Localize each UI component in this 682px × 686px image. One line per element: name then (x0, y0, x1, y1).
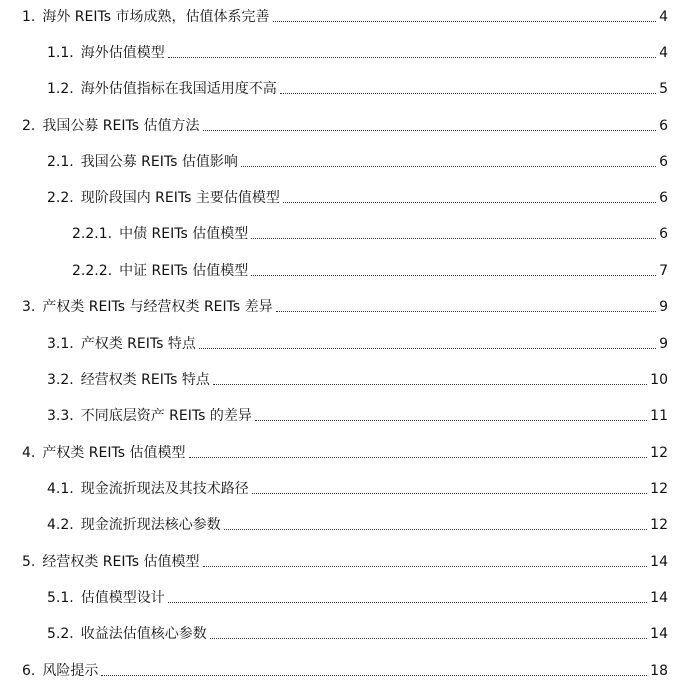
toc-entry-1-1[interactable] (47, 40, 668, 62)
dot-leader (273, 21, 657, 22)
toc-entry-page: 12 (650, 481, 668, 497)
toc-entry-3-2[interactable] (47, 367, 668, 389)
toc-entry-page: 4 (659, 45, 668, 61)
toc-entry-title: 风险提示 (42, 663, 99, 679)
toc-entry-page: 6 (659, 190, 668, 206)
dot-leader (203, 130, 657, 131)
toc-entry-number: 4. (22, 445, 36, 461)
toc-entry-page: 12 (650, 445, 668, 461)
dot-leader (168, 57, 656, 58)
toc-entry-5-2[interactable] (47, 621, 668, 643)
toc-entry-page: 6 (659, 226, 668, 242)
dot-leader (168, 602, 647, 603)
toc-entry-title: 收益法估值核心参数 (80, 626, 207, 642)
toc-entry-page: 7 (659, 263, 668, 279)
toc-entry-number: 5. (22, 554, 36, 570)
toc-entry-page: 5 (659, 81, 668, 97)
toc-entry-title: 产权类 REITs 特点 (80, 336, 196, 352)
toc-entry-title: 现金流折现法核心参数 (80, 517, 221, 533)
toc-entry-2-2[interactable] (47, 185, 668, 207)
dot-leader (224, 529, 647, 530)
toc-entry-page: 10 (650, 372, 668, 388)
toc-entry-page: 14 (650, 590, 668, 606)
toc-entry-page: 18 (650, 663, 668, 679)
toc-entry-title: 产权类 REITs 估值模型 (42, 445, 186, 461)
toc-entry-title: 不同底层资产 REITs 的差异 (80, 408, 252, 424)
toc-entry-number: 3.3. (47, 408, 74, 424)
toc-entry-title: 现阶段国内 REITs 主要估值模型 (80, 190, 280, 206)
dot-leader (252, 493, 647, 494)
dot-leader (241, 166, 656, 167)
dot-leader (210, 638, 647, 639)
toc-entry-number: 1. (22, 9, 36, 25)
toc-entry-number: 4.2. (47, 517, 74, 533)
toc-entry-title: 海外估值指标在我国适用度不高 (80, 81, 277, 97)
toc-entry-page: 6 (659, 154, 668, 170)
toc-entry-number: 2.2. (47, 190, 74, 206)
toc-entry-title: 经营权类 REITs 特点 (80, 372, 210, 388)
dot-leader (199, 348, 656, 349)
toc-entry-title: 产权类 REITs 与经营权类 REITs 差异 (42, 299, 273, 315)
toc-entry-4-2[interactable] (47, 512, 668, 534)
toc-entry-1-2[interactable] (47, 76, 668, 98)
toc-entry-page: 6 (659, 118, 668, 134)
toc-entry-2-2-2[interactable] (72, 258, 668, 280)
dot-leader (189, 457, 648, 458)
toc-entry-title: 中证 REITs 估值模型 (119, 263, 249, 279)
toc-entry-1[interactable] (22, 4, 668, 26)
toc-entry-4[interactable] (22, 440, 668, 462)
toc-entry-4-1[interactable] (47, 476, 668, 498)
toc-entry-page: 14 (650, 554, 668, 570)
toc-entry-2-2-1[interactable] (72, 221, 668, 243)
toc-entry-title: 中债 REITs 估值模型 (119, 226, 249, 242)
toc-entry-page: 9 (659, 299, 668, 315)
toc-entry-page: 4 (659, 9, 668, 25)
toc-entry-number: 2.1. (47, 154, 74, 170)
dot-leader (283, 202, 656, 203)
toc-entry-6[interactable] (22, 658, 668, 680)
toc-entry-3-3[interactable] (47, 403, 668, 425)
toc-entry-title: 我国公募 REITs 估值影响 (80, 154, 238, 170)
dot-leader (251, 238, 656, 239)
dot-leader (255, 420, 647, 421)
toc-entry-3[interactable] (22, 294, 668, 316)
dot-leader (276, 311, 656, 312)
toc-entry-number: 1.2. (47, 81, 74, 97)
toc-entry-title: 估值模型设计 (80, 590, 165, 606)
toc-entry-number: 2.2.2. (72, 263, 113, 279)
toc-entry-page: 11 (650, 408, 668, 424)
toc-entry-title: 现金流折现法及其技术路径 (80, 481, 249, 497)
toc-entry-number: 2. (22, 118, 36, 134)
toc-entry-number: 1.1. (47, 45, 74, 61)
toc-entry-5-1[interactable] (47, 585, 668, 607)
dot-leader (280, 93, 656, 94)
toc-entry-number: 6. (22, 663, 36, 679)
toc-entry-number: 4.1. (47, 481, 74, 497)
toc-entry-number: 2.2.1. (72, 226, 113, 242)
toc-entry-page: 14 (650, 626, 668, 642)
toc-entry-title: 海外估值模型 (80, 45, 165, 61)
toc-entry-3-1[interactable] (47, 331, 668, 353)
toc-entry-number: 3. (22, 299, 36, 315)
toc-entry-title: 我国公募 REITs 估值方法 (42, 118, 200, 134)
dot-leader (203, 566, 648, 567)
dot-leader (251, 275, 656, 276)
toc-entry-number: 5.1. (47, 590, 74, 606)
toc-entry-page: 12 (650, 517, 668, 533)
toc-entry-5[interactable] (22, 549, 668, 571)
toc-entry-2[interactable] (22, 113, 668, 135)
toc-entry-title: 海外 REITs 市场成熟，估值体系完善 (42, 9, 270, 25)
toc-entry-number: 5.2. (47, 626, 74, 642)
toc-entry-number: 3.1. (47, 336, 74, 352)
toc-entry-2-1[interactable] (47, 149, 668, 171)
toc-entry-title: 经营权类 REITs 估值模型 (42, 554, 200, 570)
dot-leader (213, 384, 647, 385)
toc-entry-number: 3.2. (47, 372, 74, 388)
dot-leader (101, 675, 647, 676)
toc-entry-page: 9 (659, 336, 668, 352)
